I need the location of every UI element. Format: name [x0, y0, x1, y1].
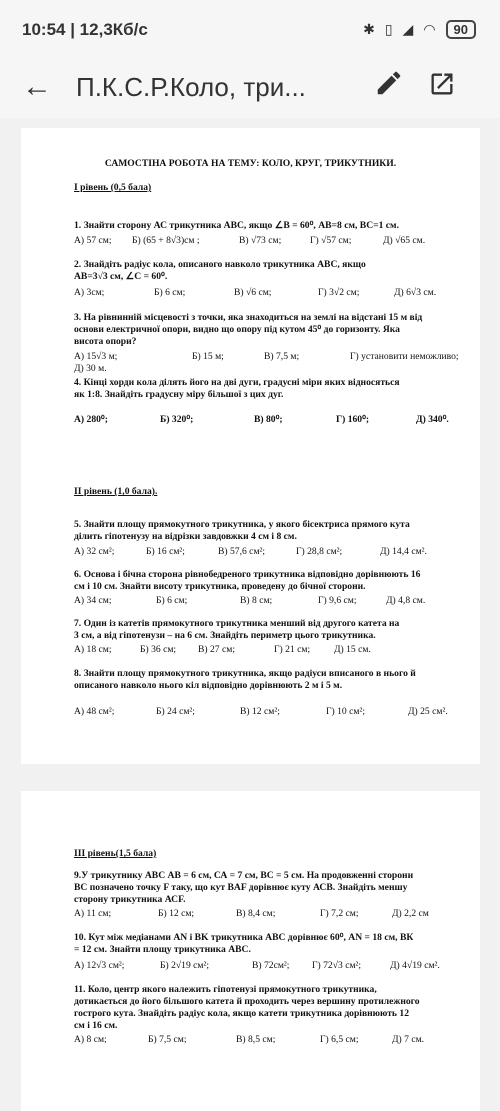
option: Г) установити неможливо; [350, 351, 459, 362]
option: А) 48 см²; [74, 706, 115, 717]
question-3-line-3: висота опори? [74, 336, 137, 347]
option: В) 12 см²; [240, 706, 280, 717]
question-9-line-3: сторону трикутника АСF. [74, 894, 186, 905]
question-8-line-2: описаного навколо нього кіл відповідно дорівнюють 2 м і 5 м. [74, 680, 343, 691]
question-7-line-1: 7. Один із катетів прямокутного трикутника менший від другого катета на [74, 618, 400, 629]
option: Д) 4,8 см. [386, 595, 426, 606]
option: Г) 6,5 см; [320, 1034, 359, 1045]
question-9-line-2: ВС позначено точку F таку, що кут BAF дорівнює куту АСВ. Знайдіть меншу [74, 882, 408, 893]
question-6-line-1: 6. Основа і бічна сторона рівнобедреного трикутника відповідно дорівнюють 16 [74, 569, 421, 580]
level-2-heading: ІІ рівень (1,0 бала). [74, 486, 158, 497]
option: Б) 36 см; [140, 644, 177, 655]
option: Д) 6√3 см. [394, 287, 437, 298]
option: В) 7,5 м; [264, 351, 300, 362]
option: Б) 24 см²; [156, 706, 195, 717]
question-11-line-2: дотикається до його більшого катета й проходить через вершину протилежного [74, 996, 420, 1007]
question-5-line-1: 5. Знайти площу прямокутного трикутника, у якого бісектриса прямого кута [74, 519, 410, 530]
wifi-icon: ◠ [423, 21, 436, 37]
document-heading: САМОСТІНА РОБОТА НА ТЕМУ: КОЛО, КРУГ, ТРИКУТНИКИ. [104, 158, 397, 169]
option: В) 8 см; [240, 595, 273, 606]
option: Д) 25 см². [408, 706, 448, 717]
option: Г) 7,2 см; [320, 908, 359, 919]
open-external-icon[interactable] [428, 70, 456, 98]
option: В) √73 см; [239, 235, 282, 246]
question-10-line-1: 10. Кут між медіанами AN і BK трикутника АВС дорівнює 60⁰, AN = 18 см, ВК [74, 932, 414, 943]
option: А) 34 см; [74, 595, 112, 606]
option: В) 27 см; [198, 644, 235, 655]
option: Г) 21 см; [274, 644, 311, 655]
option: Г) 160⁰; [336, 414, 370, 425]
option: Г) 10 см²; [326, 706, 366, 717]
question-5-line-2: ділить гіпотенузу на відрізки завдовжки 4 см і 8 см. [74, 531, 297, 542]
option: Д) 4√19 см². [390, 960, 440, 971]
option: А) 3см; [74, 287, 105, 298]
question-8-line-1: 8. Знайти площу прямокутного трикутника, якщо радіуси вписаного в нього й [74, 668, 416, 679]
option: Б) 15 м; [192, 351, 224, 362]
option: Б) 6 см; [156, 595, 188, 606]
bluetooth-icon: ✱ [363, 21, 375, 37]
option: Г) 28,8 см²; [296, 546, 343, 557]
question-3-line-1: 3. На рівнинній місцевості з точки, яка знаходиться на землі на відстані 15 м від [74, 312, 423, 323]
option: Г) 3√2 см; [318, 287, 360, 298]
option: А) 280⁰; [74, 414, 108, 425]
option: Д) √65 см. [383, 235, 426, 246]
signal-icon: ◢ [402, 21, 414, 37]
option: Б) 6 см; [154, 287, 186, 298]
question-4-line-2: як 1:8. Знайдіть градусну міру більшої з цих дуг. [74, 389, 284, 400]
question-11-line-1: 11. Коло, центр якого належить гіпотенузі прямокутного трикутника, [74, 984, 377, 995]
level-1-heading: І рівень (0,5 бала) [74, 182, 152, 193]
option: В) 72см²; [252, 960, 290, 971]
option: В) 57,6 см²; [218, 546, 266, 557]
option: Б) 320⁰; [160, 414, 194, 425]
option: Г) √57 см; [310, 235, 352, 246]
option: Г) 72√3 см²; [312, 960, 362, 971]
question-11-line-3: гострого кута. Знайдіть радіус кола, якщо катети трикутника дорівнюють 12 [74, 1008, 409, 1019]
option: Д) 7 см. [392, 1034, 425, 1045]
vibrate-icon: ▯ [384, 21, 393, 37]
option: Д) 2,2 см [392, 908, 429, 919]
option: Б) 16 см²; [146, 546, 185, 557]
document-title: П.К.С.Р.Коло, три... [76, 72, 306, 102]
question-3-option-last: Д) 30 м. [74, 363, 107, 374]
app-bar [0, 60, 500, 118]
option: А) 15√3 м; [74, 351, 118, 362]
option: Б) 2√19 см²; [160, 960, 210, 971]
option: В) 8,4 см; [236, 908, 276, 919]
status-bar [0, 0, 500, 60]
option: А) 12√3 см²; [74, 960, 125, 971]
question-9-line-1: 9.У трикутнику АВС АВ = 6 см, СА = 7 см, ВС = 5 см. На продовженні сторони [74, 870, 414, 881]
option: А) 32 см²; [74, 546, 115, 557]
question-10-line-2: = 12 см. Знайти площу трикутника АВС. [74, 944, 251, 955]
option: Б) (65 + 8√3)см ; [132, 235, 200, 246]
question-2-line-2: АВ=3√3 см, ∠C = 60⁰. [74, 271, 168, 282]
option: Д) 14,4 см². [380, 546, 427, 557]
status-time: 10:54 | 12,3Кб/с [22, 20, 148, 39]
level-3-heading: ІІІ рівень(1,5 бала) [74, 848, 157, 859]
option: В) √6 см; [234, 287, 272, 298]
question-11-line-4: см і 16 см. [74, 1020, 118, 1031]
question-7-line-2: 3 см, а від гіпотенузи – на 6 см. Знайдіть периметр цього трикутника. [74, 630, 376, 641]
question-6-line-2: см і 10 см. Знайти висоту трикутника, проведену до бічної сторони. [74, 581, 366, 592]
option: Д) 15 см. [334, 644, 371, 655]
document-page-2 [21, 791, 480, 1111]
edit-pencil-icon[interactable] [374, 68, 404, 98]
option: Б) 7,5 см; [148, 1034, 187, 1045]
option: А) 57 см; [74, 235, 112, 246]
back-arrow-icon[interactable]: ← [22, 70, 52, 103]
option: А) 11 см; [74, 908, 112, 919]
question-4-line-1: 4. Кінці хорди кола ділять його на дві дуги, градусні міри яких відносяться [74, 377, 400, 388]
document-page-1 [21, 128, 480, 764]
option: Д) 340⁰. [416, 414, 449, 425]
question-2-line-1: 2. Знайдіть радіус кола, описаного навколо трикутника АВС, якщо [74, 259, 366, 270]
question-1: 1. Знайти сторону АС трикутника АВС, якщо ∠B = 60⁰, АВ=8 см, ВС=1 см. [74, 220, 399, 231]
question-3-line-2: основи електричної опори, видно що опору під кутом 45⁰ до горизонту. Яка [74, 324, 400, 335]
option: А) 8 см; [74, 1034, 107, 1045]
option: В) 80⁰; [254, 414, 283, 425]
option: Б) 12 см; [158, 908, 195, 919]
status-icons [363, 20, 476, 39]
option: В) 8,5 см; [236, 1034, 276, 1045]
option: А) 18 см; [74, 644, 112, 655]
battery-indicator: 90 [446, 20, 476, 39]
option: Г) 9,6 см; [318, 595, 357, 606]
